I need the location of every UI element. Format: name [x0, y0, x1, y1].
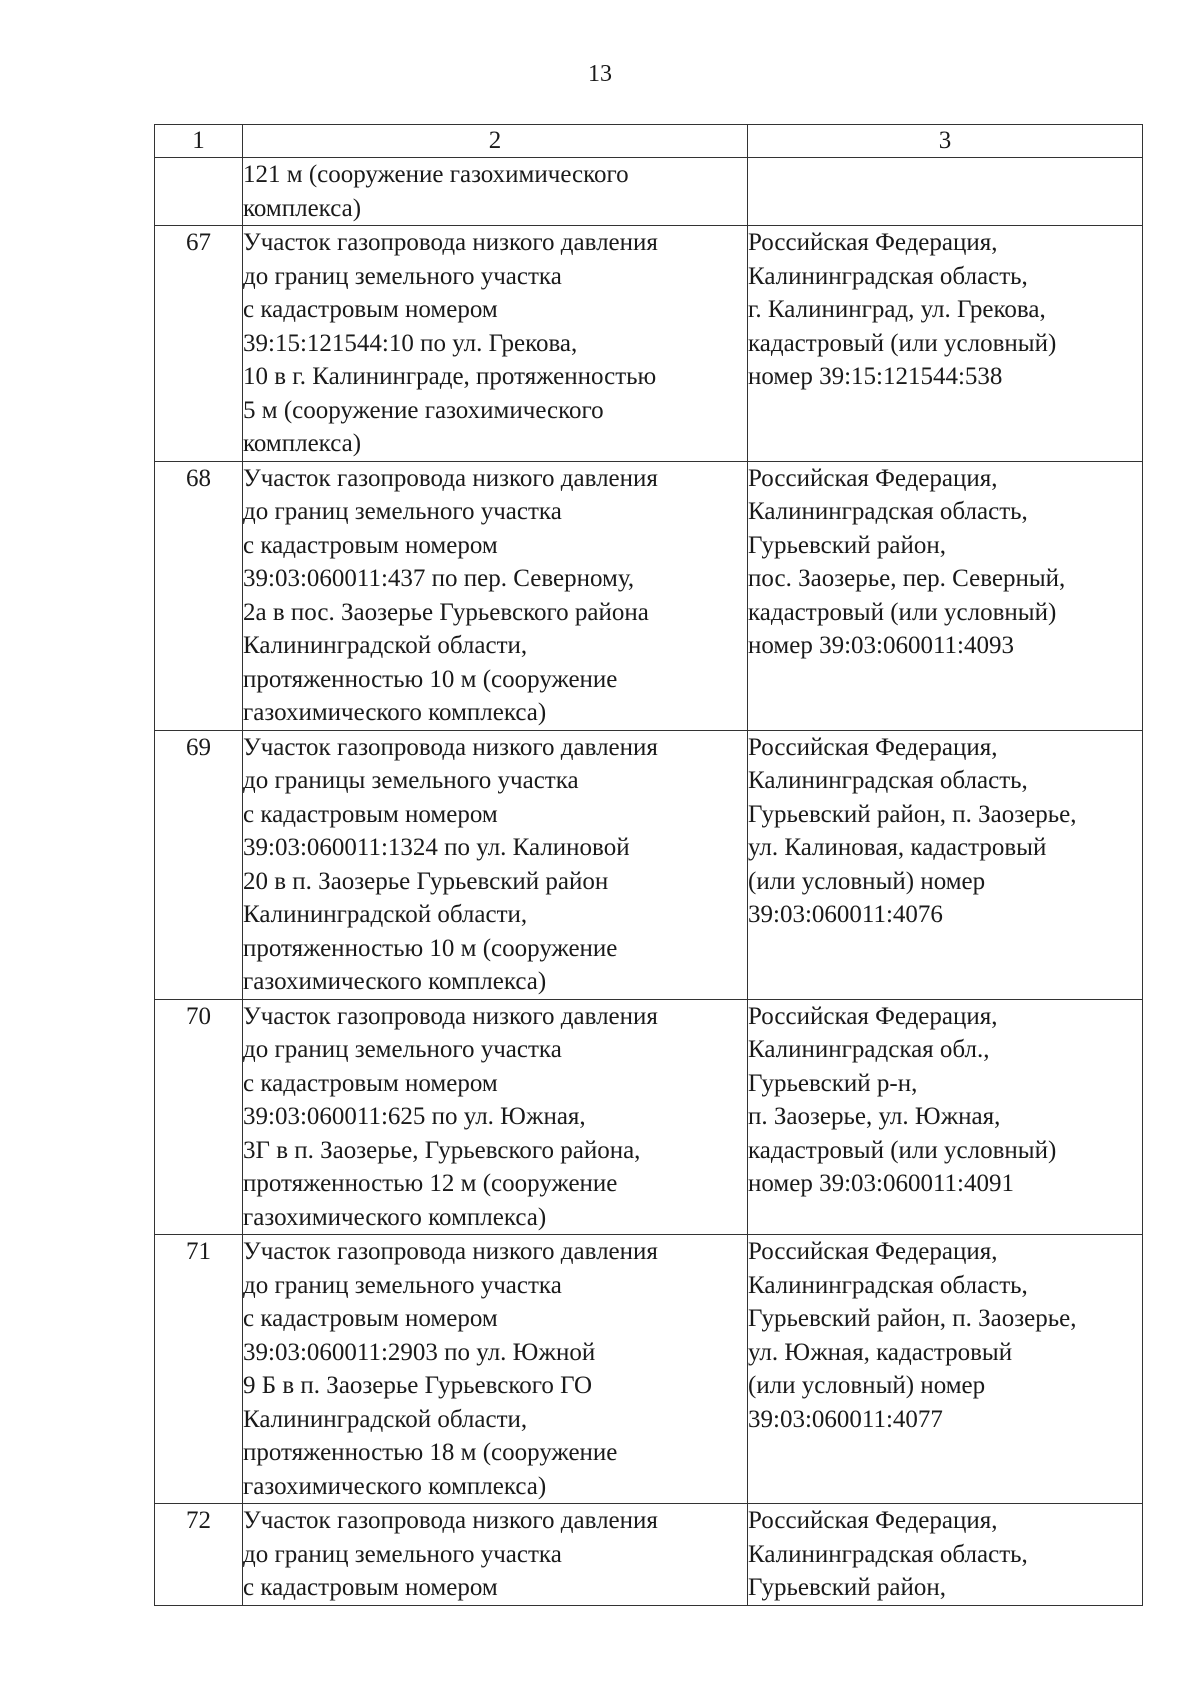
description-line: с кадастровым номером	[243, 1574, 498, 1601]
address-line: Российская Федерация,	[748, 229, 998, 256]
address-line: п. Заозерье, ул. Южная,	[748, 1103, 1001, 1130]
row-number	[155, 158, 243, 226]
table-header	[155, 125, 1143, 158]
description-line: 39:03:060011:2903 по ул. Южной	[243, 1338, 596, 1366]
object-description	[243, 730, 748, 999]
description-line: 9 Б в п. Заозерье Гурьевского ГО	[243, 1372, 593, 1399]
address-line: Гурьевский р-н,	[748, 1069, 918, 1097]
object-description	[243, 226, 748, 462]
address-line: Российская Федерация,	[748, 464, 998, 492]
table-row	[155, 158, 1143, 226]
address-line: (или условный) номер	[748, 1372, 986, 1399]
description-line: с кадастровым номером	[243, 1069, 498, 1097]
object-address	[748, 1235, 1143, 1504]
object-description	[243, 1504, 748, 1606]
description-line: до границ земельного участка	[243, 1271, 562, 1299]
description-line: до границ земельного участка	[243, 1036, 562, 1063]
column-header-2: 2	[243, 125, 748, 158]
registry-table	[154, 124, 1143, 1606]
row-number: 70	[155, 999, 243, 1235]
address-line: (или условный) номер	[748, 867, 986, 895]
description-line: протяженностью 12 м (сооружение	[243, 1170, 618, 1197]
object-description	[243, 158, 748, 226]
description-line: Участок газопровода низкого давления	[243, 1238, 658, 1265]
table-row	[155, 1504, 1143, 1606]
description-line: до границ земельного участка	[243, 1540, 562, 1568]
description-line: Калининградской области,	[243, 901, 528, 928]
description-line: Калининградской области,	[243, 632, 528, 659]
address-line: Калининградская обл.,	[748, 1036, 990, 1063]
description-line: газохимического комплекса)	[243, 699, 547, 726]
address-line: номер 39:15:121544:538	[748, 363, 1003, 390]
address-line: г. Калининград, ул. Грекова,	[748, 296, 1046, 323]
table-body	[155, 158, 1143, 1606]
object-description	[243, 461, 748, 730]
description-line: до границ земельного участка	[243, 498, 562, 525]
address-line: Российская Федерация,	[748, 1002, 998, 1030]
description-line: Участок газопровода низкого давления	[243, 464, 658, 492]
description-line: комплекса)	[243, 194, 362, 222]
address-line: пос. Заозерье, пер. Северный,	[748, 565, 1066, 592]
row-number: 72	[155, 1504, 243, 1606]
row-number: 68	[155, 461, 243, 730]
description-line: 39:03:060011:625 по ул. Южная,	[243, 1103, 586, 1130]
address-line: кадастровый (или условный)	[748, 1136, 1057, 1164]
address-line: Гурьевский район, п. Заозерье,	[748, 800, 1077, 828]
address-line: ул. Калиновая, кадастровый	[748, 834, 1047, 861]
description-line: протяженностью 10 м (сооружение	[243, 934, 618, 962]
description-line: Участок газопровода низкого давления	[243, 733, 658, 761]
column-header-3: 3	[748, 125, 1143, 158]
description-line: с кадастровым номером	[243, 531, 498, 559]
table-row	[155, 461, 1143, 730]
address-line: Калининградская область,	[748, 767, 1028, 794]
description-line: 121 м (сооружение газохимического	[243, 161, 629, 188]
address-line: Калининградская область,	[748, 262, 1028, 290]
description-line: до границ земельного участка	[243, 262, 562, 290]
description-line: 5 м (сооружение газохимического	[243, 396, 604, 424]
page-number: 13	[588, 61, 612, 87]
description-line: 10 в г. Калининграде, протяженностью	[243, 363, 657, 390]
address-line: Калининградская область,	[748, 1271, 1028, 1299]
description-line: 2а в пос. Заозерье Гурьевского района	[243, 598, 649, 626]
object-address	[748, 226, 1143, 462]
row-number: 71	[155, 1235, 243, 1504]
address-line: Калининградская область,	[748, 498, 1028, 525]
row-number: 69	[155, 730, 243, 999]
address-line: 39:03:060011:4076	[748, 901, 943, 928]
description-line: с кадастровым номером	[243, 1305, 498, 1332]
address-line: номер 39:03:060011:4093	[748, 632, 1014, 659]
address-line: Российская Федерация,	[748, 1507, 998, 1534]
object-address	[748, 730, 1143, 999]
description-line: 39:03:060011:1324 по ул. Калиновой	[243, 834, 630, 861]
address-line: Российская Федерация,	[748, 733, 998, 761]
object-description	[243, 1235, 748, 1504]
address-line: Гурьевский район,	[748, 1574, 947, 1601]
object-description	[243, 999, 748, 1235]
description-line: Участок газопровода низкого давления	[243, 1002, 658, 1030]
description-line: с кадастровым номером	[243, 296, 498, 323]
address-line: 39:03:060011:4077	[748, 1405, 943, 1433]
address-line: Калининградская область,	[748, 1540, 1028, 1568]
description-line: комплекса)	[243, 430, 362, 457]
table-row	[155, 226, 1143, 462]
object-address	[748, 1504, 1143, 1606]
description-line: 20 в п. Заозерье Гурьевский район	[243, 867, 609, 895]
description-line: Участок газопровода низкого давления	[243, 1507, 658, 1534]
description-line: с кадастровым номером	[243, 800, 498, 828]
description-line: до границы земельного участка	[243, 767, 579, 794]
address-line: номер 39:03:060011:4091	[748, 1170, 1014, 1197]
address-line: кадастровый (или условный)	[748, 598, 1057, 626]
description-line: Участок газопровода низкого давления	[243, 229, 658, 256]
description-line: 39:15:121544:10 по ул. Грекова,	[243, 329, 578, 357]
description-line: Калининградской области,	[243, 1405, 528, 1433]
table-row	[155, 730, 1143, 999]
description-line: газохимического комплекса)	[243, 1203, 547, 1231]
column-header-1: 1	[155, 125, 243, 158]
object-address	[748, 999, 1143, 1235]
address-line: Российская Федерация,	[748, 1238, 998, 1265]
row-number: 67	[155, 226, 243, 462]
address-line: кадастровый (или условный)	[748, 329, 1057, 357]
object-address	[748, 158, 1143, 226]
description-line: газохимического комплекса)	[243, 1472, 547, 1500]
description-line: 39:03:060011:437 по пер. Северному,	[243, 565, 635, 592]
header-row	[155, 125, 1143, 158]
table-row	[155, 999, 1143, 1235]
address-line: Гурьевский район,	[748, 531, 947, 559]
table-row	[155, 1235, 1143, 1504]
description-line: газохимического комплекса)	[243, 968, 547, 995]
address-line: ул. Южная, кадастровый	[748, 1338, 1013, 1366]
description-line: 3Г в п. Заозерье, Гурьевского района,	[243, 1136, 641, 1164]
description-line: протяженностью 18 м (сооружение	[243, 1439, 618, 1466]
address-line: Гурьевский район, п. Заозерье,	[748, 1305, 1077, 1332]
object-address	[748, 461, 1143, 730]
description-line: протяженностью 10 м (сооружение	[243, 665, 618, 693]
